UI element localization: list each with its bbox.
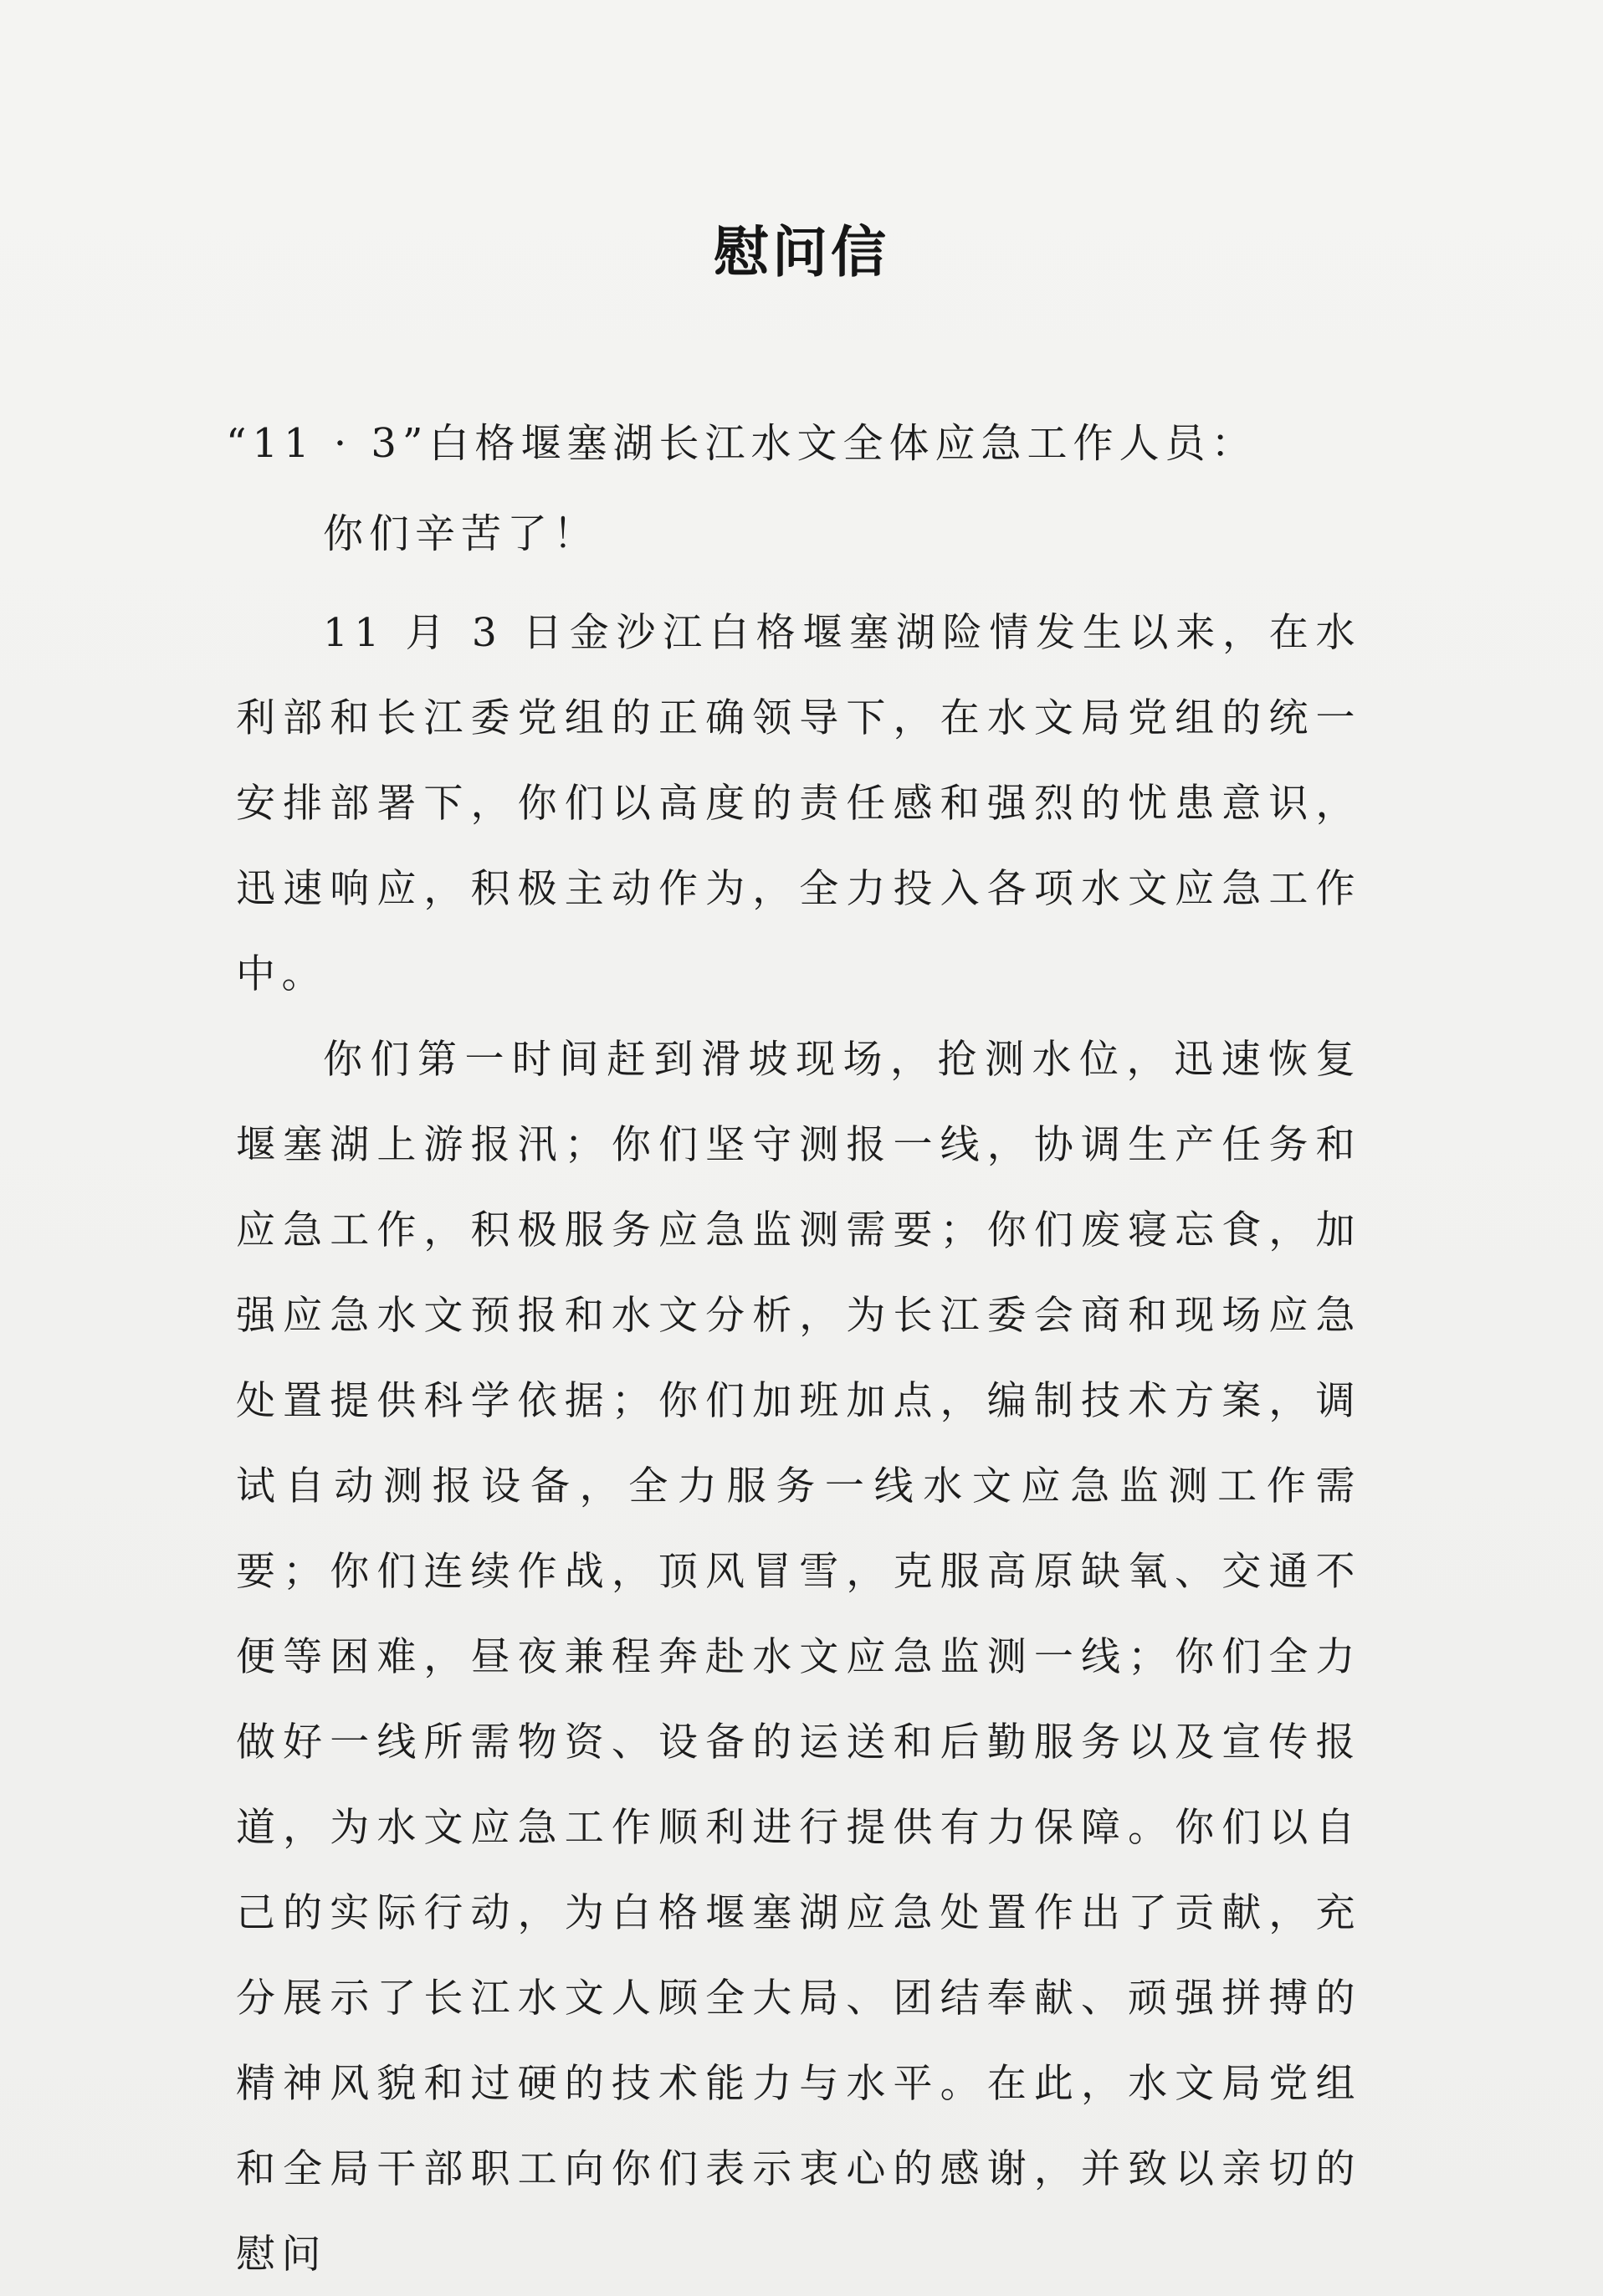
letter-body bbox=[226, 410, 1361, 2296]
letter-greeting: 你们辛苦了！ bbox=[323, 510, 600, 557]
letter-paragraph-1: 11 月 3 日金沙江白格堰塞湖险情发生以来，在水利部和长江委党组的正确领导下，在水文局党组的统一安排部署下，你们以高度的责任感和强烈的忧患意识，迅速响应，积极主动作为，全力投入各项水文应急工作中。 bbox=[236, 610, 1361, 997]
letter-title: 慰问信 bbox=[714, 220, 889, 284]
letter-salutation: “11 · 3”白格堰塞湖长江水文全体应急工作人员： bbox=[226, 420, 1257, 467]
letter-paragraph-2: 你们第一时间赶到滑坡现场，抢测水位，迅速恢复堰塞湖上游报汛；你们坚守测报一线，协调生产任务和应急工作，积极服务应急监测需要；你们废寝忘食，加强应急水文预报和水文分析，为长江委会商和现场应急处置提供科学依据；你们加班加点，编制技术方案，调试自动测报设备，全力服务一线水文应急监测工作需要；你们连续作战，顶风冒雪，克服高原缺氧、交通不便等困难，昼夜兼程奔赴水文应急监测一线；你们全力做好一线所需物资、设备的运送和后勤服务以及宣传报道，为水文应急工作顺利进行提供有力保障。你们以自己的实际行动，为白格堰塞湖应急处置作出了贡献，充分展示了长江水文人顾全大局、团结奉献、顽强拼搏的精神风貌和过硬的技术能力与水平。在此，水文局党组和全局干部职工向你们表示衷心的感谢，并致以亲切的慰问 bbox=[236, 1037, 1361, 2278]
